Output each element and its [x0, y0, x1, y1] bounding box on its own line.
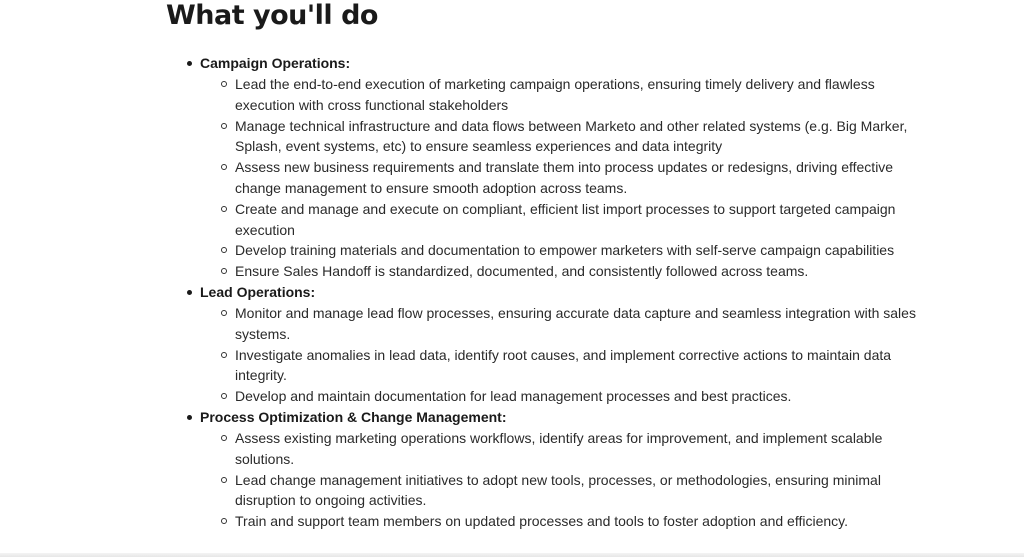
bottom-edge-shadow [0, 553, 1024, 557]
list-item: Lead change management initiatives to adopt new tools, processes, or methodologies, ensuring minimal disruption to ongoing activities. [200, 470, 926, 512]
list-item: Monitor and manage lead flow processes, ensuring accurate data capture and seamless integration with sales systems. [200, 303, 926, 345]
group-items [200, 428, 926, 532]
section-heading: What you'll do [166, 0, 378, 31]
list-item: Train and support team members on updated processes and tools to foster adoption and efficiency. [200, 511, 926, 532]
job-description-content [166, 0, 926, 530]
list-item: Lead the end-to-end execution of marketing campaign operations, ensuring timely delivery and flawless execution with cross functional stakeholders [200, 74, 926, 116]
responsibility-group-process-optimization [166, 407, 926, 532]
list-item: Develop and maintain documentation for lead management processes and best practices. [200, 386, 926, 407]
group-title: Campaign Operations: [200, 55, 351, 71]
list-item: Ensure Sales Handoff is standardized, documented, and consistently followed across teams. [200, 261, 926, 282]
responsibilities-list [166, 53, 926, 532]
list-item: Create and manage and execute on compliant, efficient list import processes to support targeted campaign execution [200, 199, 926, 241]
group-title: Lead Operations: [200, 283, 316, 300]
list-item: Investigate anomalies in lead data, identify root causes, and implement corrective actions to maintain data integrity. [200, 345, 926, 387]
responsibility-group-campaign-operations [166, 53, 926, 282]
list-item: Assess new business requirements and translate them into process updates or redesigns, driving effective change management to ensure smooth adoption across teams. [200, 157, 926, 199]
list-item: Manage technical infrastructure and data flows between Marketo and other related systems (e.g. Big Marker, Splash, event systems, etc) to ensure seamless experiences and data integrity [200, 116, 926, 158]
list-item: Assess existing marketing operations workflows, identify areas for improvement, and implement scalable solutions. [200, 428, 926, 470]
group-title: Process Optimization & Change Management: [200, 408, 507, 425]
list-item: Develop training materials and documentation to empower marketers with self-serve campaign capabilities [200, 240, 926, 261]
group-items [200, 303, 926, 407]
group-items [200, 74, 926, 282]
responsibility-group-lead-operations [166, 282, 926, 407]
